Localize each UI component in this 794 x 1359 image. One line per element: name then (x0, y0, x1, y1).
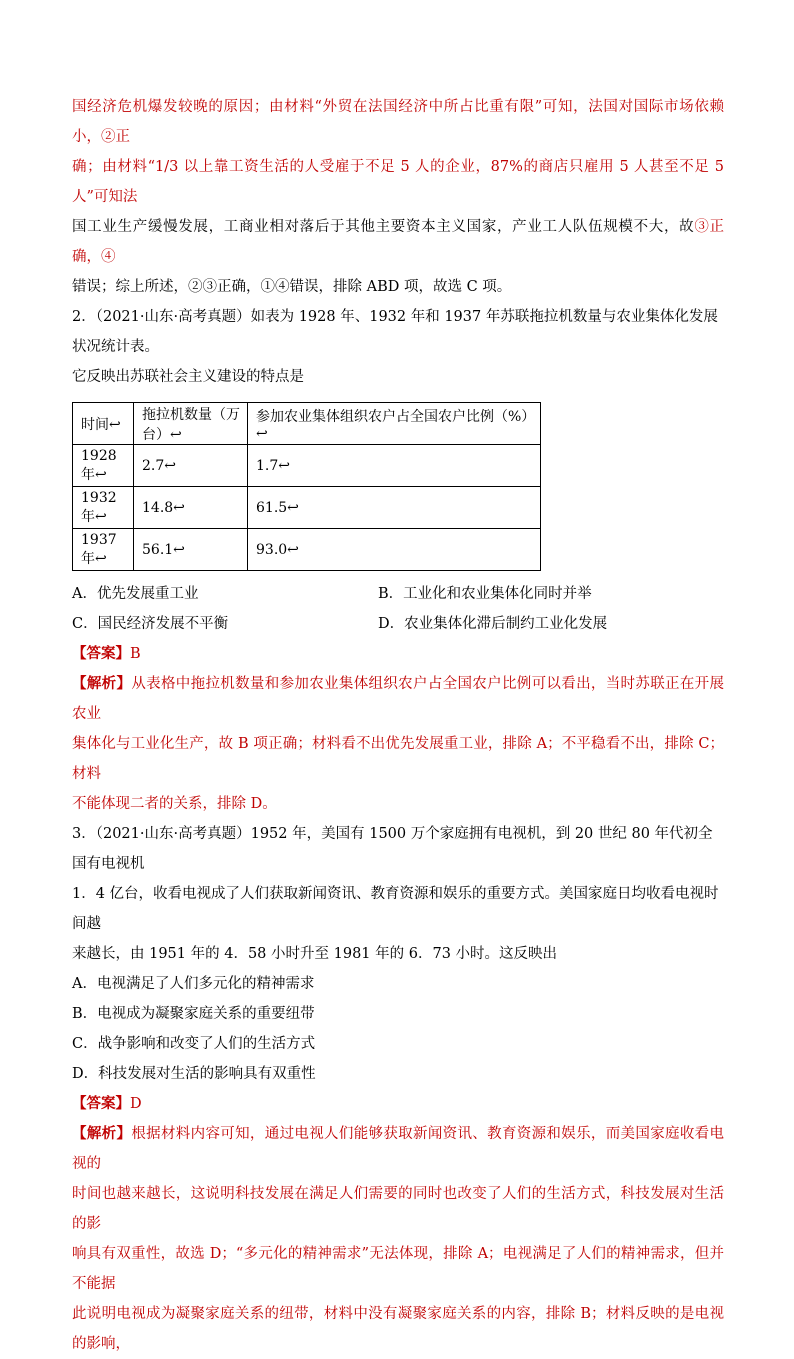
analysis: 【解析】从表格中拖拉机数量和参加农业集体组织农户占全国农户比例可以看出，当时苏联正在开展农业 (72, 675, 725, 722)
analysis-label: 【解析】 (72, 1125, 132, 1142)
table-cell: 93.0↩ (248, 529, 541, 571)
answer-label: 【答案】 (72, 1095, 130, 1112)
option-c: C．国民经济发展不平衡 (72, 616, 229, 632)
question-stem: 3．（2021·山东·高考真题）1952 年，美国有 1500 万个家庭拥有电视机，到 20 世纪 80 年代初全国有电视机 (72, 826, 713, 872)
question-stem: 它反映出苏联社会主义建设的特点是 (72, 369, 304, 385)
answer-value: D (130, 1096, 142, 1112)
option-b: B．电视成为凝聚家庭关系的重要纽带 (72, 1006, 315, 1022)
document-page (72, 92, 724, 1359)
analysis-line: 响具有双重性，故选 D；“多元化的精神需求”无法体现，排除 A；电视满足了人们的精神需求，但并不能据 (72, 1246, 724, 1292)
answer-label: 【答案】 (72, 645, 130, 662)
table-cell: 1937 年↩ (73, 529, 134, 571)
table-cell: 1932 年↩ (73, 487, 134, 529)
table-row (73, 445, 541, 487)
table-header-cell: 时间↩ (73, 403, 134, 445)
question-2 (72, 302, 724, 819)
question-3 (72, 819, 724, 1359)
table-cell: 61.5↩ (248, 487, 541, 529)
analysis-line: 时间也越来越长，这说明科技发展在满足人们需要的同时也改变了人们的生活方式，科技发展对生活的影 (72, 1186, 724, 1232)
analysis-line: 国经济危机爆发较晚的原因；由材料“外贸在法国经济中所占比重有限”可知，法国对国际市场依赖小，②正 (72, 99, 724, 145)
table-row (73, 487, 541, 529)
option-row (72, 579, 724, 609)
option-a: A．优先发展重工业 (72, 586, 199, 602)
answer (72, 1089, 724, 1119)
option-a: A．电视满足了人们多元化的精神需求 (72, 976, 315, 992)
table-cell: 1928 年↩ (73, 445, 134, 487)
analysis: 【解析】根据材料内容可知，通过电视人们能够获取新闻资讯、教育资源和娱乐，而美国家庭收看电视的 (72, 1125, 725, 1172)
question-stem: 2．（2021·山东·高考真题）如表为 1928 年、1932 年和 1937 年苏联拖拉机数量与农业集体化发展状况统计表。 (72, 309, 718, 355)
table-cell: 2.7↩ (134, 445, 248, 487)
previous-analysis (72, 92, 724, 302)
table-cell: 1.7↩ (248, 445, 541, 487)
analysis-line: 确；由材料“1/3 以上靠工资生活的人受雇于不足 5 人的企业，87%的商店只雇用 5 人甚至不足 5 人”可知法 (72, 159, 724, 205)
table-row (73, 529, 541, 571)
table-cell: 14.8↩ (134, 487, 248, 529)
analysis-line: 国工业生产缓慢发展，工商业相对落后于其他主要资本主义国家，产业工人队伍规模不大，故③正确，④ (72, 219, 725, 265)
answer-value: B (130, 646, 141, 662)
table-header-row (73, 403, 541, 445)
analysis-line: 错误；综上所述，②③正确，①④错误，排除 ABD 项，故选 C 项。 (72, 279, 512, 295)
table-header-cell: 拖拉机数量（万台）↩ (134, 403, 248, 445)
option-c: C．战争影响和改变了人们的生活方式 (72, 1036, 316, 1052)
statistics-table (72, 402, 541, 571)
option-row (72, 609, 724, 639)
analysis-line: 此说明电视成为凝聚家庭关系的纽带，材料中没有凝聚家庭关系的内容，排除 B；材料反映的是电视的影响， (72, 1306, 724, 1352)
analysis-line: 不能体现二者的关系，排除 D。 (72, 796, 277, 812)
option-d: D．科技发展对生活的影响具有双重性 (72, 1066, 316, 1082)
analysis-line: 集体化与工业化生产，故 B 项正确；材料看不出优先发展重工业，排除 A；不平稳看不出，排除 C；材料 (72, 736, 724, 782)
table-cell: 56.1↩ (134, 529, 248, 571)
option-d: D．农业集体化滞后制约工业化发展 (378, 616, 608, 632)
table-header-cell: 参加农业集体组织农户占全国农户比例（%）↩ (248, 403, 541, 445)
answer (72, 639, 724, 669)
question-stem: 来越长，由 1951 年的 4．58 小时升至 1981 年的 6．73 小时。这反映出 (72, 946, 558, 962)
option-b: B．工业化和农业集体化同时并举 (378, 586, 592, 602)
question-stem: 1．4 亿台，收看电视成了人们获取新闻资讯、教育资源和娱乐的重要方式。美国家庭日均收看电视时间越 (72, 886, 719, 932)
analysis-label: 【解析】 (72, 675, 132, 692)
